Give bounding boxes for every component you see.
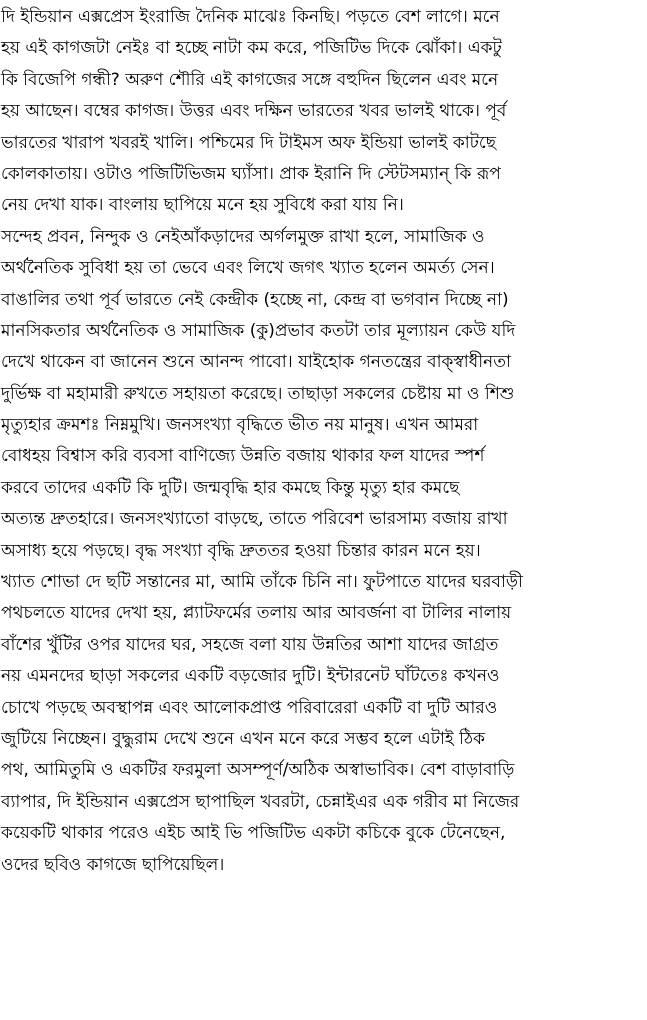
text-line: জুটিয়ে নিচ্ছেন। বুদ্ধুরাম দেখে শুনে এখন মনে করে সম্ভব হলে এটাই ঠিক [1, 728, 485, 749]
text-line: পথ, আমিতুমি ও একটির ফরমুলা অসম্পূর্ণ/অঠিক অস্বাভাবিক। বেশ বাড়াবাড়ি [1, 760, 515, 781]
text-line: পথচলতে যাদের দেখা হয়, প্ল্যাটফর্মের তলায় আর আবর্জনা বা টালির নালায় [1, 603, 512, 624]
text-line: অর্থনৈতিক সুবিধা হয় তা ভেবে এবং লিখে জগৎ খ্যাত হলেন অমর্ত্য সেন। [1, 258, 495, 279]
text-line: কোলকাতায়। ওটাও পজিটিভিজম ঘ্যাঁসা। প্রাক ইরানি দি স্টেটসম্যান্‌ কি রূপ [1, 163, 501, 184]
text-line: বাঁশের খুঁটির ওপর যাদের ঘর, সহজে বলা যায় উন্নতির আশা যাদের জাগ্রত [1, 634, 499, 655]
text-line: করবে তাদের একটি কি দুটি। জন্মবৃদ্ধি হার কমছে কিন্তু মৃত্যু হার কমছে [1, 477, 460, 498]
text-line: ভারতের খারাপ খবরই খালি। পশ্চিমের দি টাইমস অফ ইন্ডিয়া ভালই কাটছে [1, 132, 497, 153]
text-line: অত্যন্ত দ্রুতহারে। জনসংখ্যাতো বাড়ছে, তাতে পরিবেশ ভারসাম্য বজায় রাখা [1, 509, 508, 530]
text-line: চোখে পড়ছে অবস্থাপন্ন এবং আলোকপ্রাপ্ত পরিবারেরা একটি বা দুটি আরও [1, 697, 498, 718]
text-line: নয় এমনদের ছাড়া সকলের একটি বড়জোর দুটি। ইন্টারনেট ঘাঁটতেঃ কখনও [1, 666, 500, 687]
text-line: মৃত্যুহার ক্রমশঃ নিম্নমুখি। জনসংখ্যা বৃদ্ধিতে ভীত নয় মানুষ। এখন আমরা [1, 415, 479, 436]
text-line: নেয় দেখা যাক। বাংলায় ছাপিয়ে মনে হয় সুবিধে করা যায় নি। [1, 195, 404, 216]
text-line: সন্দেহ প্রবন, নিন্দুক ও নেইআঁকড়াদের অর্গলমুক্ত রাখা হলে, সামাজিক ও [1, 226, 485, 247]
text-line: হয় এই কাগজটা নেইঃ বা হচ্ছে নাটা কম করে, পজিটিভ দিকে ঝোঁকা। একটু [1, 38, 502, 59]
text-line: হয় আছেন। বম্বের কাগজ। উত্তর এবং দক্ষিন ভারতের খবর ভালই থাকে। পূর্ব [1, 101, 507, 122]
text-line: অসাধ্য হয়ে পড়ছে। বৃদ্ধ সংখ্যা বৃদ্ধি দ্রুততর হওয়া চিন্তার কারন মনে হয়। [1, 540, 481, 561]
text-line: বাঙালির তথা পূর্ব ভারতে নেই কেন্দ্রীক (হচ্ছে না, কেন্দ্র বা ভগবান দিচ্ছে না) [1, 289, 509, 310]
text-line: খ্যাত শোভা দে ছটি সন্তানের মা, আমি তাঁকে চিনি না। ফুটপাতে যাদের ঘরবাড়ী [1, 572, 523, 593]
text-line: দেখে থাকেন বা জানেন শুনে আনন্দ পাবো। যাইহোক গনতন্ত্রের বাক্‌স্বাধীনতা [1, 352, 511, 373]
text-line: কয়েকটি থাকার পরেও এইচ আই ভি পজিটিভ একটা কচিকে বুকে টেনেছেন, [1, 823, 506, 844]
text-line: দুর্ভিক্ষ বা মহামারী রুখতে সহায়তা করেছে। তাছাড়া সকলের চেষ্টায় মা ও শিশু [1, 383, 515, 404]
text-line: ব্যাপার, দি ইন্ডিয়ান এক্সপ্রেস ছাপাছিল খবরটা, চেন্নাইএর এক গরীব মা নিজের [1, 791, 520, 812]
text-line: ওদের ছবিও কাগজে ছাপিয়েছিল। [1, 854, 225, 875]
text-line: মানসিকতার অর্থনৈতিক ও সামাজিক (কু)প্রভাব কতটা তার মূল্যায়ন কেউ যদি [1, 320, 516, 341]
text-line: কি বিজেপি গন্ধী? অরুণ শৌরি এই কাগজের সঙ্গে বহুদিন ছিলেন এবং মনে [1, 69, 499, 90]
text-line: বোধহয় বিশ্বাস করি ব্যবসা বাণিজ্যে উন্নতি বজায় থাকার ফল যাদের স্পর্শ [1, 446, 485, 467]
text-line: দি ইন্ডিয়ান এক্সপ্রেস ইংরাজি দৈনিক মাঝেঃ কিনছি। পড়তে বেশ লাগে। মনে [1, 7, 500, 27]
article-text [0, 2, 647, 881]
